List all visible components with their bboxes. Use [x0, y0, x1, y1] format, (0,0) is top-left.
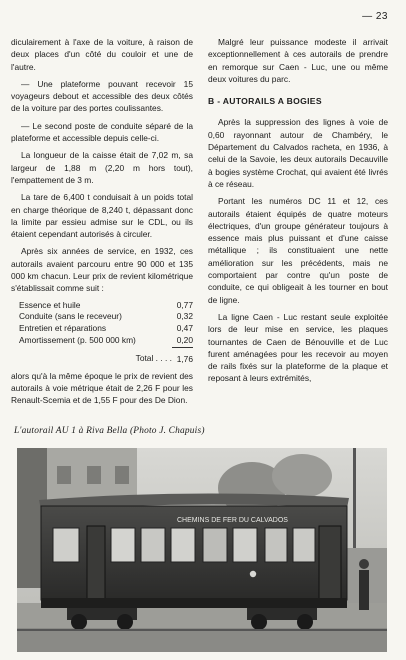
cost-total-row	[11, 347, 193, 365]
cost-label: Entretien et réparations	[19, 323, 107, 334]
railcar-photo	[17, 448, 387, 652]
car-lettering: CHEMINS DE FER DU CALVADOS	[177, 517, 288, 524]
cost-value: 0,32	[176, 311, 193, 322]
cost-label: Amortissement (p. 500 000 km)	[19, 335, 136, 346]
paragraph: — Une plateforme pouvant recevoir 15 voyageurs debout et accessible des deux côtés de la voiture par des portes coulissantes.	[11, 78, 193, 114]
cost-label: Conduite (sans le receveur)	[19, 311, 122, 322]
paragraph: Portant les numéros DC 11 et 12, ces autorails étaient équipés de quatre moteurs électriques, d'un groupe générateur toujours à essence mais plus puissant et d'une caisse métallique ; ils constituaient une nette amélioration sur les précédents, mais ne comportaient par contre qu'un poste de conduite, ce qui obligeait à les tourner en bout de ligne.	[208, 196, 388, 305]
paragraph: La longueur de la caisse était de 7,02 m, sa largeur de 1,88 m (2,20 m hors tout), l'empattement de 3 m.	[11, 150, 193, 185]
right-column	[208, 36, 388, 390]
paragraph: diculairement à l'axe de la voiture, à raison de deux places d'un côté du couloir et une de l'autre.	[11, 37, 193, 72]
paragraph: La tare de 6,400 t conduisait à un poids total en charge théorique de 8,240 t, dépassant donc la limite par essieu admise sur le CDL, ou ils étaient cependant autorisés à circuler.	[11, 192, 193, 240]
cost-row	[11, 300, 193, 312]
cost-label: Essence et huile	[19, 299, 81, 310]
paragraph: alors qu'à la même époque le prix de revient des autorails à voie métrique était de 2,26 F pour les Renault-Scemia et de 1,55 F pour des De Dion.	[11, 370, 193, 406]
cost-row	[11, 323, 193, 335]
paragraph: Malgré leur puissance modeste il arrivait exceptionnellement à ces autorails de prendre en remorque sur Caen - Luc, une ou même deux voitures du parc.	[208, 37, 388, 84]
cost-row	[11, 311, 193, 323]
page-number: — 23	[362, 11, 388, 22]
figure-caption: L'autorail AU 1 à Riva Bella (Photo J. Chapuis)	[14, 426, 205, 436]
cost-row	[11, 335, 193, 347]
section-title: B - AUTORAILS A BOGIES	[208, 96, 322, 107]
cost-total-label: Total . . . .	[135, 353, 172, 364]
paragraph: La ligne Caen - Luc restant seule exploitée lors de leur mise en service, les plaques tournantes de Caen de Bénouville et de Luc furent aménagées pour les recevoir au moyen de rails fixés sur la plateforme de la plaque et reposant à leurs extrémités,	[208, 311, 388, 384]
cost-value: 0,47	[176, 323, 193, 334]
paragraph: — Le second poste de conduite séparé de la plateforme et accessible depuis celle-ci.	[11, 120, 193, 144]
paragraph: Après six années de service, en 1932, ces autorails avaient parcouru entre 90 000 et 135 000 km chacun. Leur prix de revient kilométrique s'établissait comme suit :	[11, 246, 193, 294]
cost-value: 0,77	[176, 299, 193, 310]
cost-table	[11, 300, 193, 366]
left-column	[11, 36, 193, 412]
cost-value: 0,20	[172, 335, 193, 347]
paragraph: Après la suppression des lignes à voie de 0,60 rayonnant autour de Chambéry, le Département du Calvados racheta, en 1936, à celui de la Savoie, les deux autorails Decauville à bogies système Crochat, qui avaient été livrés à ce réseau.	[208, 117, 388, 189]
cost-total-value: 1,76	[176, 353, 193, 364]
